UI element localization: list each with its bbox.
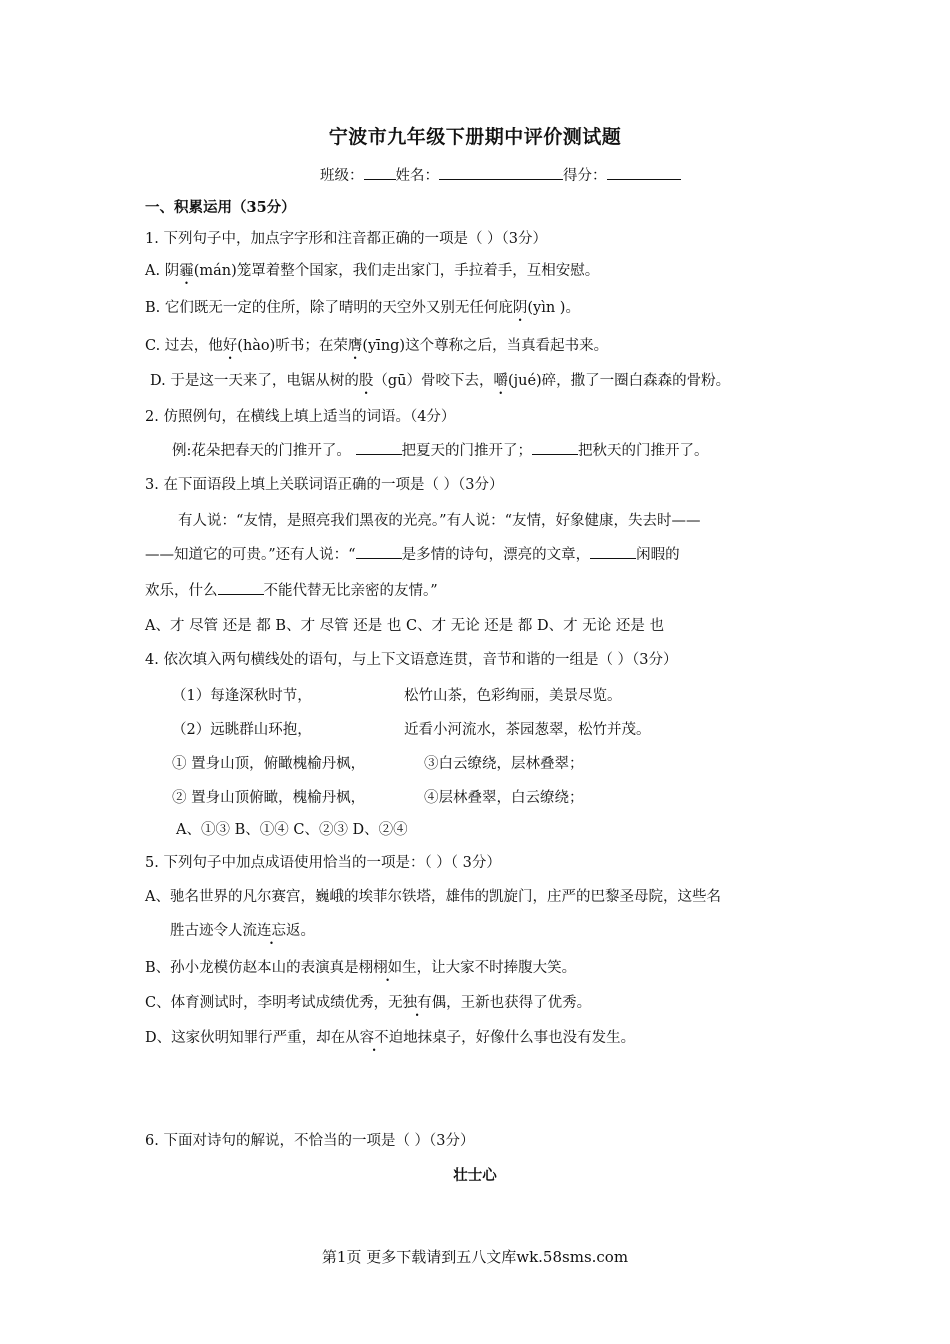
name-blank[interactable] [439,165,563,180]
class-blank[interactable] [364,165,396,180]
q1-option-d: D. 于是这一天来了，电锯从树的股（gū）骨咬下去，嚼(jué)碎，撒了一圈白森森的骨粉。 [150,373,731,389]
score-blank[interactable] [607,165,681,180]
q3-passage-line-2: ——知道它的可贵。”还有人说：“ 是多情的诗句，漂亮的文章， 闲暇的 [145,547,680,563]
q4-choice-3: ③白云缭绕，层林叠翠； [424,756,584,772]
q3-passage-line-3: 欢乐，什么 不能代替无比亲密的友情。” [145,583,438,599]
q4-choice-2: ② 置身山顶俯瞰，槐榆丹枫， [172,790,366,806]
question-6-stem: 6. 下面对诗句的解说，不恰当的一项是（ ）（3分） [145,1133,475,1149]
q1-option-c: C. 过去，他好(hào)听书；在荣膺(yīng)这个尊称之后，当真看起书来。 [145,338,609,354]
section-heading: 一、积累运用（35分） [145,199,296,216]
q5-option-a-line-1: A、驰名世界的凡尔赛宫，巍峨的埃菲尔铁塔，雄伟的凯旋门，庄严的巴黎圣母院，这些名 [145,889,721,905]
q4-sentence-2a: （2）远眺群山环抱， [172,722,312,738]
question-3-stem: 3. 在下面语段上填上关联词语正确的一项是（ ）（3分） [145,477,504,493]
poem-title: 壮士心 [453,1167,497,1184]
q4-choice-1: ① 置身山顶，俯瞰槐榆丹枫， [172,756,366,772]
q2-blank-1[interactable] [356,444,402,455]
student-info-line [320,164,681,185]
q3-passage-line-1: 有人说：“友情，是照亮我们黑夜的光亮。”有人说：“友情，好象健康，失去时—— [178,513,701,529]
page-title: 宁波市九年级下册期中评价测试题 [328,126,622,148]
q4-options: A、①③ B、①④ C、②③ D、②④ [176,822,408,838]
q2-example: 例:花朵把春天的门推开了。 把夏天的门推开了； 把秋天的门推开了。 [172,443,709,459]
score-label: 得分： [563,168,607,184]
q2-blank-2[interactable] [532,444,578,455]
page-footer: 第1页 更多下载请到五八文库wk.58sms.com [321,1248,629,1266]
q4-sentence-1a: （1）每逢深秋时节， [172,688,312,704]
q5-option-c: C、体育测试时，李明考试成绩优秀，无独有偶，王新也获得了优秀。 [145,995,592,1011]
q5-option-a-line-2: 胜古迹令人流连忘返。 [170,923,315,939]
question-4-stem: 4. 依次填入两句横线处的语句，与上下文语意连贯，音节和谐的一组是（ ）（3分） [145,652,678,668]
q5-option-d: D、这家伙明知罪行严重，却在从容不迫地抹桌子，好像什么事也没有发生。 [145,1030,636,1046]
q5-option-b: B、孙小龙模仿赵本山的表演真是栩栩如生，让大家不时捧腹大笑。 [145,960,577,976]
q4-sentence-1b: 松竹山茶，色彩绚丽，美景尽览。 [404,688,622,704]
question-5-stem: 5. 下列句子中加点成语使用恰当的一项是：（ ）（ 3分） [145,855,501,871]
q1-option-a: A. 阴霾(mán)笼罩着整个国家，我们走出家门，手拉着手，互相安慰。 [145,263,600,279]
q4-sentence-2b: 近看小河流水，茶园葱翠，松竹并茂。 [404,722,651,738]
class-label: 班级： [320,168,364,184]
q1-option-b: B. 它们既无一定的住所，除了晴明的天空外又别无任何庇阴(yìn )。 [145,300,580,316]
question-1-stem: 1. 下列句子中，加点字字形和注音都正确的一项是（ ）（3分） [145,231,548,247]
q3-options: A、才 尽管 还是 都 B、才 尽管 还是 也 C、才 无论 还是 都 D、才 无论 还是 也 [145,618,664,634]
question-2-stem: 2. 仿照例句，在横线上填上适当的词语。（4分） [145,409,456,425]
name-label: 姓名： [395,168,439,184]
q4-choice-4: ④层林叠翠，白云缭绕； [424,790,584,806]
